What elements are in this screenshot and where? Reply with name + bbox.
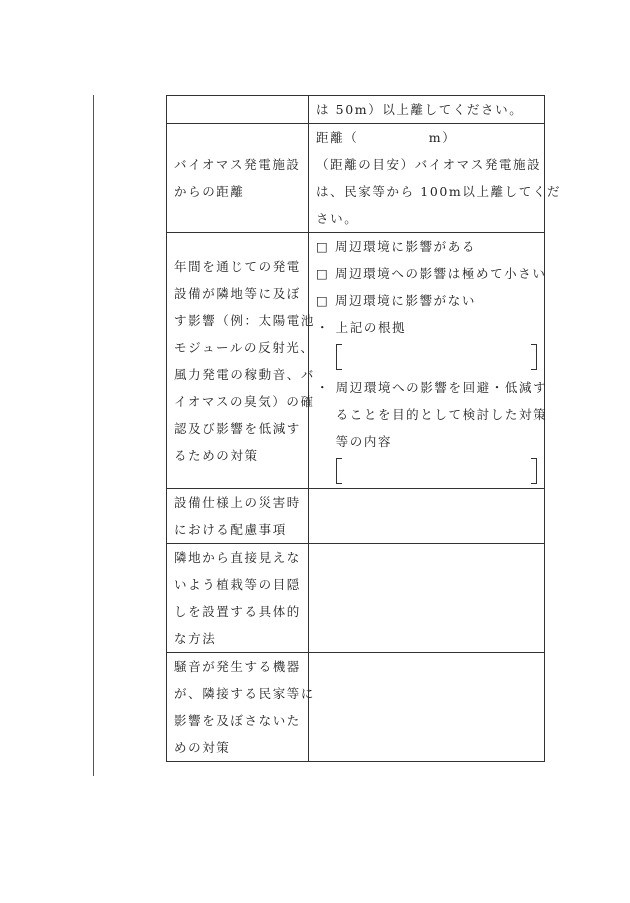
distance-cell: [309, 124, 562, 233]
content-cell: [309, 96, 545, 124]
text-line: さい。: [316, 211, 359, 226]
measures-label: ることを目的として検討した対策: [316, 407, 548, 422]
impact-cell: [309, 233, 548, 489]
label-cell: [167, 96, 309, 124]
label-line: 認及び影響を低減す: [174, 420, 301, 436]
basis-label: ・ 上記の根拠: [316, 320, 407, 335]
label-line: めの対策: [174, 740, 231, 755]
table-row: [167, 489, 545, 544]
table-row: [167, 96, 545, 124]
label-line: 年間を通じての発電: [174, 258, 301, 274]
basis-input[interactable]: [336, 344, 537, 370]
text-line: は 50m）以上離してください。: [316, 102, 524, 117]
label-cell: [167, 653, 316, 762]
measures-label: 等の内容: [316, 434, 393, 449]
label-line: 影響を及ぼさないた: [174, 713, 301, 728]
label-line: イオマスの臭気）の確: [174, 393, 315, 409]
label-line: モジュールの反射光、: [174, 339, 315, 355]
option-checkbox[interactable]: □ 周辺環境に影響がある: [316, 239, 476, 254]
answer-cell[interactable]: [309, 489, 545, 544]
table-row: [167, 233, 545, 489]
label-line: からの距離: [174, 184, 245, 199]
table-row: [167, 124, 545, 233]
label-line: における配慮事項: [174, 522, 287, 537]
label-line: バイオマス発電施設: [174, 157, 301, 172]
table-row: [167, 544, 545, 653]
label-line: な方法: [174, 631, 217, 646]
form-table: [166, 95, 562, 762]
text-line: （距離の目安）バイオマス発電施設: [316, 157, 542, 172]
label-line: 隣地から直接見えな: [174, 550, 301, 565]
label-cell: [167, 124, 309, 233]
option-checkbox[interactable]: □ 周辺環境に影響がない: [316, 293, 476, 308]
table-row: [167, 653, 545, 762]
measures-input[interactable]: [336, 458, 537, 484]
label-line: 設備仕様上の災害時: [174, 495, 301, 510]
label-line: す影響（例：太陽電池: [174, 312, 316, 328]
label-line: しを設置する具体的: [174, 604, 301, 619]
measures-label: ・ 周辺環境への影響を回避・低減す: [316, 380, 548, 395]
label-line: 設備が隣地等に及ぼ: [174, 285, 301, 301]
label-line: が、隣接する民家等に: [174, 686, 316, 701]
text-line: は、民家等から 100m以上離してくだ: [316, 184, 562, 199]
option-checkbox[interactable]: □ 周辺環境への影響は極めて小さい: [316, 266, 547, 281]
margin-rule: [93, 95, 94, 776]
label-line: るための対策: [174, 447, 259, 463]
label-cell: [167, 489, 309, 544]
answer-cell[interactable]: [309, 653, 545, 762]
label-line: いよう植栽等の目隠: [174, 577, 301, 592]
label-line: 風力発電の稼動音、バ: [174, 366, 316, 382]
label-cell: [167, 544, 309, 653]
label-line: 騒音が発生する機器: [174, 659, 301, 674]
distance-field[interactable]: 距離（ m）: [316, 130, 457, 145]
answer-cell[interactable]: [309, 544, 545, 653]
label-cell: [167, 233, 316, 489]
